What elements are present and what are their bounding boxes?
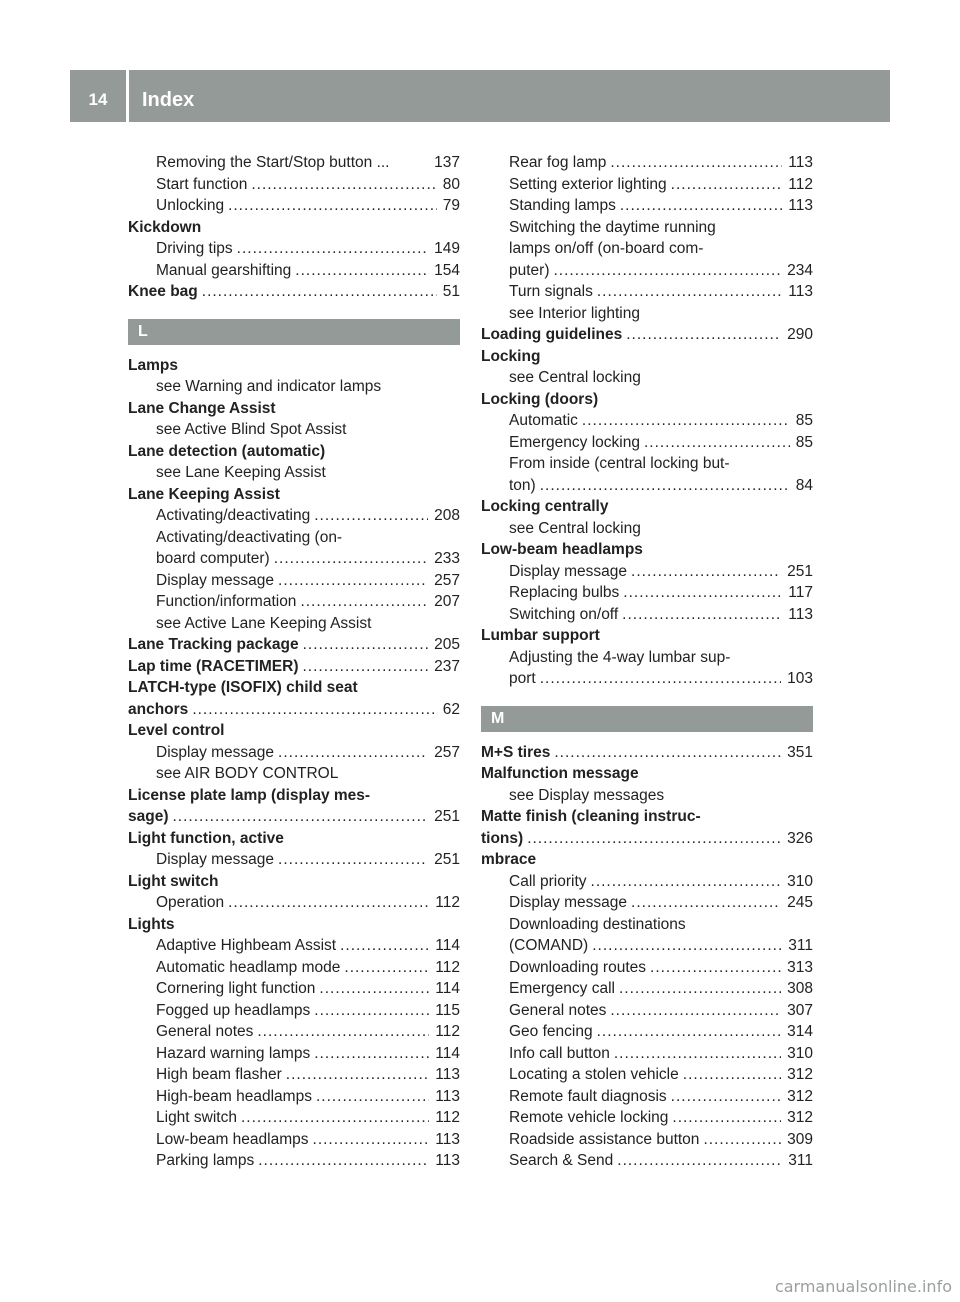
dot-leader bbox=[286, 1064, 429, 1086]
index-subentry bbox=[481, 1064, 813, 1086]
index-entry bbox=[128, 871, 460, 893]
dot-leader bbox=[258, 1150, 429, 1172]
page-ref: 112 bbox=[788, 175, 813, 193]
dot-leader bbox=[540, 668, 781, 690]
dot-leader bbox=[592, 935, 782, 957]
entry-label: Downloading routes bbox=[509, 958, 647, 976]
dot-leader bbox=[554, 742, 781, 764]
page-ref: 310 bbox=[787, 872, 813, 890]
entry-label: Lane detection (automatic) bbox=[128, 442, 326, 460]
index-subentry bbox=[481, 1021, 813, 1043]
entry-label: Rear fog lamp bbox=[509, 154, 607, 171]
entry-label: Low-beam headlamps bbox=[156, 1130, 309, 1148]
entry-label: see AIR BODY CONTROL bbox=[156, 765, 339, 782]
page-ref: 234 bbox=[787, 261, 813, 279]
dot-leader bbox=[314, 1043, 429, 1065]
index-subentry bbox=[128, 527, 460, 549]
page-ref: 309 bbox=[787, 1130, 813, 1148]
entry-label: Remote fault diagnosis bbox=[509, 1087, 667, 1105]
index-subentry bbox=[128, 152, 460, 174]
index-entry bbox=[481, 496, 813, 518]
index-subentry bbox=[128, 978, 460, 1000]
header-divider bbox=[126, 70, 129, 122]
dot-leader bbox=[614, 1043, 781, 1065]
index-subentry bbox=[128, 849, 460, 871]
page-ref: 351 bbox=[787, 743, 813, 761]
index-entry bbox=[128, 914, 460, 936]
page-ref: 85 bbox=[795, 433, 813, 451]
index-subentry bbox=[128, 195, 460, 217]
dot-leader bbox=[313, 1129, 430, 1151]
entry-label: Display message bbox=[156, 743, 275, 761]
entry-label: Emergency call bbox=[509, 980, 615, 997]
page-ref: 113 bbox=[788, 154, 813, 171]
page-number: 14 bbox=[88, 90, 108, 109]
index-subentry bbox=[128, 1043, 460, 1065]
entry-label: Automatic headlamp mode bbox=[156, 958, 341, 976]
page-ref: 308 bbox=[787, 980, 813, 997]
entry-label: board computer) bbox=[156, 550, 270, 567]
page-ref: 233 bbox=[434, 550, 460, 567]
index-subentry bbox=[481, 303, 813, 325]
entry-label: ton) bbox=[509, 476, 536, 494]
index-subentry bbox=[128, 1150, 460, 1172]
entry-label: port bbox=[509, 670, 536, 687]
index-subentry bbox=[481, 914, 813, 936]
index-subentry bbox=[481, 195, 813, 217]
entry-label: Lane Change Assist bbox=[128, 399, 276, 417]
page-ref: 137 bbox=[434, 154, 460, 171]
index-subentry bbox=[128, 892, 460, 914]
index-subentry bbox=[128, 570, 460, 592]
index-entry bbox=[481, 346, 813, 368]
page-ref: 79 bbox=[442, 197, 460, 214]
dot-leader bbox=[340, 935, 429, 957]
index-subentry bbox=[128, 613, 460, 635]
index-subentry bbox=[128, 763, 460, 785]
dot-leader bbox=[278, 849, 428, 871]
index-subentry bbox=[481, 582, 813, 604]
entry-label: puter) bbox=[509, 261, 550, 279]
index-entry bbox=[481, 539, 813, 561]
dot-leader bbox=[582, 410, 790, 432]
dot-leader bbox=[644, 432, 790, 454]
page-ref: 311 bbox=[788, 937, 813, 954]
dot-leader bbox=[300, 591, 428, 613]
page-ref: 113 bbox=[435, 1130, 460, 1148]
letter-heading-l: L bbox=[128, 319, 460, 345]
page-ref: 257 bbox=[434, 743, 460, 761]
index-subentry bbox=[128, 1021, 460, 1043]
index-subentry bbox=[481, 561, 813, 583]
entry-label: Operation bbox=[156, 894, 225, 911]
index-subentry bbox=[481, 1150, 813, 1172]
dot-leader bbox=[622, 604, 782, 626]
page-ref: 154 bbox=[434, 261, 460, 279]
entry-label: Function/information bbox=[156, 593, 297, 610]
dot-leader bbox=[274, 548, 428, 570]
entry-label: Low-beam headlamps bbox=[481, 541, 643, 558]
entry-label: Lamps bbox=[128, 356, 178, 374]
dot-leader bbox=[319, 978, 429, 1000]
page-ref: 51 bbox=[442, 283, 460, 300]
index-subentry bbox=[481, 152, 813, 174]
index-subentry bbox=[128, 419, 460, 441]
dot-leader bbox=[344, 957, 429, 979]
index-entry bbox=[128, 217, 460, 239]
page-ref: 311 bbox=[788, 1152, 813, 1169]
entry-label: see Lane Keeping Assist bbox=[156, 464, 326, 481]
index-subentry bbox=[481, 785, 813, 807]
entry-label: General notes bbox=[156, 1023, 254, 1040]
page-ref: 149 bbox=[434, 240, 460, 257]
dot-leader bbox=[303, 656, 429, 678]
page-ref: 307 bbox=[787, 1001, 813, 1019]
dot-leader bbox=[617, 1150, 782, 1172]
entry-label: Automatic bbox=[509, 412, 578, 429]
index-subentry bbox=[481, 647, 813, 669]
entry-label: Locating a stolen vehicle bbox=[509, 1066, 679, 1083]
entry-label: LATCH-type (ISOFIX) child seat bbox=[128, 679, 358, 696]
entry-label: Display message bbox=[509, 894, 628, 911]
index-column-left bbox=[128, 152, 460, 1172]
entry-label: see Active Lane Keeping Assist bbox=[156, 614, 372, 632]
dot-leader bbox=[241, 1107, 429, 1129]
index-subentry bbox=[481, 978, 813, 1000]
index-entry bbox=[481, 742, 813, 764]
index-subentry bbox=[128, 1086, 460, 1108]
dot-leader bbox=[251, 174, 436, 196]
index-entry bbox=[128, 785, 460, 807]
dot-leader bbox=[671, 174, 783, 196]
dot-leader bbox=[554, 260, 782, 282]
page-ref: 312 bbox=[787, 1087, 813, 1105]
page-ref: 114 bbox=[435, 937, 460, 954]
dot-leader bbox=[683, 1064, 781, 1086]
entry-label: Fogged up headlamps bbox=[156, 1001, 311, 1019]
entry-label: Parking lamps bbox=[156, 1152, 255, 1169]
page-ref: 312 bbox=[787, 1066, 813, 1083]
page-ref: 62 bbox=[442, 700, 460, 718]
entry-label: Replacing bulbs bbox=[509, 584, 620, 601]
index-column-right bbox=[481, 152, 813, 1172]
page-ref: 112 bbox=[435, 958, 460, 976]
page-ref: 207 bbox=[434, 593, 460, 610]
index-entry bbox=[128, 677, 460, 699]
index-subentry bbox=[481, 217, 813, 239]
entry-label: Matte finish (cleaning instruc- bbox=[481, 808, 701, 825]
entry-label: Activating/deactivating bbox=[156, 507, 311, 524]
entry-label: Call priority bbox=[509, 872, 587, 890]
dot-leader bbox=[703, 1129, 781, 1151]
page-ref: 113 bbox=[788, 197, 813, 214]
entry-label: Switching on/off bbox=[509, 605, 619, 623]
dot-leader bbox=[316, 1086, 429, 1108]
entry-label: (COMAND) bbox=[509, 937, 589, 954]
entry-label: Downloading destinations bbox=[509, 915, 686, 933]
index-subentry bbox=[481, 174, 813, 196]
index-entry bbox=[128, 441, 460, 463]
index-entry bbox=[128, 699, 460, 721]
dot-leader bbox=[540, 475, 790, 497]
index-subentry bbox=[128, 1064, 460, 1086]
index-entry bbox=[481, 625, 813, 647]
index-entry bbox=[481, 828, 813, 850]
page-ref: 245 bbox=[787, 894, 813, 911]
entry-label: Turn signals bbox=[509, 283, 593, 300]
entry-label: Roadside assistance button bbox=[509, 1130, 700, 1148]
dot-leader bbox=[314, 505, 428, 527]
dot-leader bbox=[202, 281, 437, 303]
index-entry bbox=[128, 656, 460, 678]
index-subentry bbox=[481, 957, 813, 979]
entry-label: Driving tips bbox=[156, 240, 233, 257]
page-ref: 313 bbox=[787, 958, 813, 976]
entry-label: Search & Send bbox=[509, 1152, 614, 1169]
page-ref: 113 bbox=[788, 283, 813, 300]
entry-label: Lane Tracking package bbox=[128, 636, 299, 653]
entry-label: Switching the daytime running bbox=[509, 218, 716, 236]
dot-leader bbox=[619, 978, 781, 1000]
entry-label: Light switch bbox=[128, 872, 219, 890]
page-ref: 251 bbox=[434, 808, 460, 825]
index-subentry bbox=[481, 1000, 813, 1022]
index-subentry bbox=[128, 174, 460, 196]
dot-leader bbox=[314, 1000, 429, 1022]
page-ref: 114 bbox=[435, 1044, 460, 1062]
index-subentry bbox=[128, 1129, 460, 1151]
index-subentry bbox=[128, 1000, 460, 1022]
entry-label: see Central locking bbox=[509, 369, 641, 386]
index-subentry bbox=[481, 871, 813, 893]
dot-leader bbox=[237, 238, 428, 260]
entry-label: anchors bbox=[128, 700, 189, 718]
entry-label: M+S tires bbox=[481, 743, 551, 761]
index-subentry bbox=[481, 432, 813, 454]
index-entry bbox=[128, 398, 460, 420]
index-subentry bbox=[481, 1129, 813, 1151]
page-ref: 205 bbox=[434, 636, 460, 653]
dot-leader bbox=[295, 260, 428, 282]
page-ref: 112 bbox=[435, 1109, 460, 1126]
entry-label: Activating/deactivating (on- bbox=[156, 528, 343, 546]
index-entry bbox=[481, 324, 813, 346]
entry-label: Display message bbox=[156, 851, 275, 868]
page-ref: 113 bbox=[788, 605, 813, 623]
page-ref: 208 bbox=[434, 507, 460, 524]
index-entry bbox=[128, 828, 460, 850]
entry-label: see Active Blind Spot Assist bbox=[156, 421, 347, 438]
page-ref: 290 bbox=[787, 326, 813, 343]
entry-label: Light switch bbox=[156, 1109, 237, 1126]
entry-label: Lap time (RACETIMER) bbox=[128, 657, 299, 675]
page-ref: 117 bbox=[788, 584, 813, 601]
entry-label: Lumbar support bbox=[481, 627, 600, 644]
page-ref: 251 bbox=[787, 562, 813, 580]
dot-leader bbox=[228, 195, 437, 217]
page-ref: 237 bbox=[434, 657, 460, 675]
entry-label: Adjusting the 4-way lumbar sup- bbox=[509, 648, 731, 666]
entry-label: From inside (central locking but- bbox=[509, 455, 730, 472]
entry-label: High beam flasher bbox=[156, 1066, 282, 1083]
entry-label: Level control bbox=[128, 722, 225, 739]
index-subentry bbox=[128, 238, 460, 260]
entry-label: Kickdown bbox=[128, 218, 202, 236]
page-ref: 257 bbox=[434, 571, 460, 589]
dot-leader bbox=[650, 957, 781, 979]
dot-leader bbox=[610, 1000, 781, 1022]
page-ref: 310 bbox=[787, 1044, 813, 1062]
page-ref: 113 bbox=[435, 1066, 460, 1083]
page-ref: 85 bbox=[795, 412, 813, 429]
entry-label: see Interior lighting bbox=[509, 304, 640, 322]
footer-watermark: carmanualsonline.info bbox=[774, 1277, 952, 1296]
entry-label: mbrace bbox=[481, 851, 537, 868]
entry-label: Info call button bbox=[509, 1044, 610, 1062]
entry-label: Locking bbox=[481, 347, 541, 365]
dot-leader bbox=[672, 1107, 781, 1129]
entry-label: lamps on/off (on-board com- bbox=[509, 240, 704, 257]
dot-leader bbox=[527, 828, 781, 850]
entry-label: Geo fencing bbox=[509, 1023, 593, 1040]
entry-label: Standing lamps bbox=[509, 197, 616, 214]
dot-leader bbox=[626, 324, 781, 346]
dot-leader bbox=[610, 152, 782, 174]
page-ref: 84 bbox=[795, 476, 813, 494]
index-subentry bbox=[481, 1107, 813, 1129]
index-subentry bbox=[481, 281, 813, 303]
index-subentry bbox=[481, 518, 813, 540]
dot-leader bbox=[278, 742, 428, 764]
letter-heading-m: M bbox=[481, 706, 813, 732]
index-subentry bbox=[481, 453, 813, 475]
index-entry bbox=[128, 634, 460, 656]
entry-label: License plate lamp (display mes- bbox=[128, 786, 371, 804]
page-ref: 114 bbox=[435, 980, 460, 997]
entry-label: Remote vehicle locking bbox=[509, 1109, 669, 1126]
index-subentry bbox=[481, 604, 813, 626]
index-entry bbox=[128, 484, 460, 506]
index-entry bbox=[481, 389, 813, 411]
dot-leader bbox=[303, 634, 429, 656]
dot-leader bbox=[192, 699, 436, 721]
index-subentry bbox=[481, 668, 813, 690]
page-ref: 115 bbox=[435, 1001, 460, 1019]
dot-leader bbox=[623, 582, 782, 604]
index-subentry bbox=[481, 1043, 813, 1065]
index-subentry bbox=[128, 935, 460, 957]
entry-label: Locking centrally bbox=[481, 498, 609, 515]
index-entry bbox=[128, 720, 460, 742]
dot-leader bbox=[631, 561, 781, 583]
entry-label: Cornering light function bbox=[156, 980, 316, 997]
dot-leader bbox=[173, 806, 429, 828]
dot-leader bbox=[597, 1021, 782, 1043]
entry-label: see Warning and indicator lamps bbox=[156, 378, 382, 395]
index-subentry bbox=[128, 742, 460, 764]
index-subentry bbox=[128, 957, 460, 979]
index-subentry bbox=[481, 1086, 813, 1108]
dot-leader bbox=[671, 1086, 781, 1108]
entry-label: Unlocking bbox=[156, 197, 225, 214]
entry-label: Emergency locking bbox=[509, 433, 640, 451]
index-entry bbox=[481, 806, 813, 828]
dot-leader bbox=[228, 892, 429, 914]
page-ref: 112 bbox=[435, 894, 460, 911]
entry-label: Manual gearshifting bbox=[156, 261, 292, 279]
entry-label: Malfunction message bbox=[481, 765, 639, 782]
index-subentry bbox=[128, 591, 460, 613]
entry-label: Display message bbox=[509, 562, 628, 580]
page-ref: 80 bbox=[442, 175, 460, 193]
entry-label: Start function bbox=[156, 175, 248, 193]
entry-label: Loading guidelines bbox=[481, 326, 623, 343]
index-entry bbox=[128, 806, 460, 828]
entry-label: Locking (doors) bbox=[481, 390, 599, 408]
entry-label: Light function, active bbox=[128, 829, 284, 847]
page-ref: 113 bbox=[435, 1152, 460, 1169]
index-entry bbox=[481, 849, 813, 871]
page-ref: 251 bbox=[434, 851, 460, 868]
index-subentry bbox=[128, 462, 460, 484]
index-subentry bbox=[128, 1107, 460, 1129]
dot-leader bbox=[257, 1021, 429, 1043]
index-entry bbox=[481, 763, 813, 785]
dot-leader bbox=[631, 892, 781, 914]
entry-label: Adaptive Highbeam Assist bbox=[156, 937, 337, 954]
dot-leader bbox=[620, 195, 782, 217]
index-subentry bbox=[128, 376, 460, 398]
entry-label: Lane Keeping Assist bbox=[128, 485, 280, 503]
entry-label: High-beam headlamps bbox=[156, 1087, 312, 1105]
index-subentry bbox=[481, 410, 813, 432]
index-entry bbox=[128, 355, 460, 377]
page-ref: 312 bbox=[787, 1109, 813, 1126]
page-ref: 326 bbox=[787, 829, 813, 847]
index-subentry bbox=[481, 935, 813, 957]
index-subentry bbox=[481, 892, 813, 914]
index-subentry bbox=[128, 548, 460, 570]
entry-label: Hazard warning lamps bbox=[156, 1044, 311, 1062]
entry-label: tions) bbox=[481, 829, 524, 847]
index-subentry bbox=[128, 260, 460, 282]
entry-label: see Central locking bbox=[509, 519, 641, 537]
entry-label: sage) bbox=[128, 808, 169, 825]
dot-leader bbox=[591, 871, 782, 893]
entry-label: Removing the Start/Stop button ... bbox=[156, 154, 390, 171]
entry-label: General notes bbox=[509, 1001, 607, 1019]
index-subentry bbox=[128, 505, 460, 527]
section-title: Index bbox=[142, 89, 195, 111]
page-ref: 314 bbox=[787, 1023, 813, 1040]
page-ref: 113 bbox=[435, 1087, 460, 1105]
page-ref: 112 bbox=[435, 1023, 460, 1040]
index-subentry bbox=[481, 367, 813, 389]
index-subentry bbox=[481, 238, 813, 260]
index-subentry bbox=[481, 475, 813, 497]
dot-leader bbox=[597, 281, 782, 303]
entry-label: Knee bag bbox=[128, 283, 198, 300]
entry-label: Display message bbox=[156, 571, 275, 589]
entry-label: Lights bbox=[128, 915, 175, 933]
entry-label: Setting exterior lighting bbox=[509, 175, 667, 193]
page-ref: 103 bbox=[787, 670, 813, 687]
index-entry bbox=[128, 281, 460, 303]
entry-label: see Display messages bbox=[509, 786, 665, 804]
index-subentry bbox=[481, 260, 813, 282]
dot-leader bbox=[278, 570, 428, 592]
